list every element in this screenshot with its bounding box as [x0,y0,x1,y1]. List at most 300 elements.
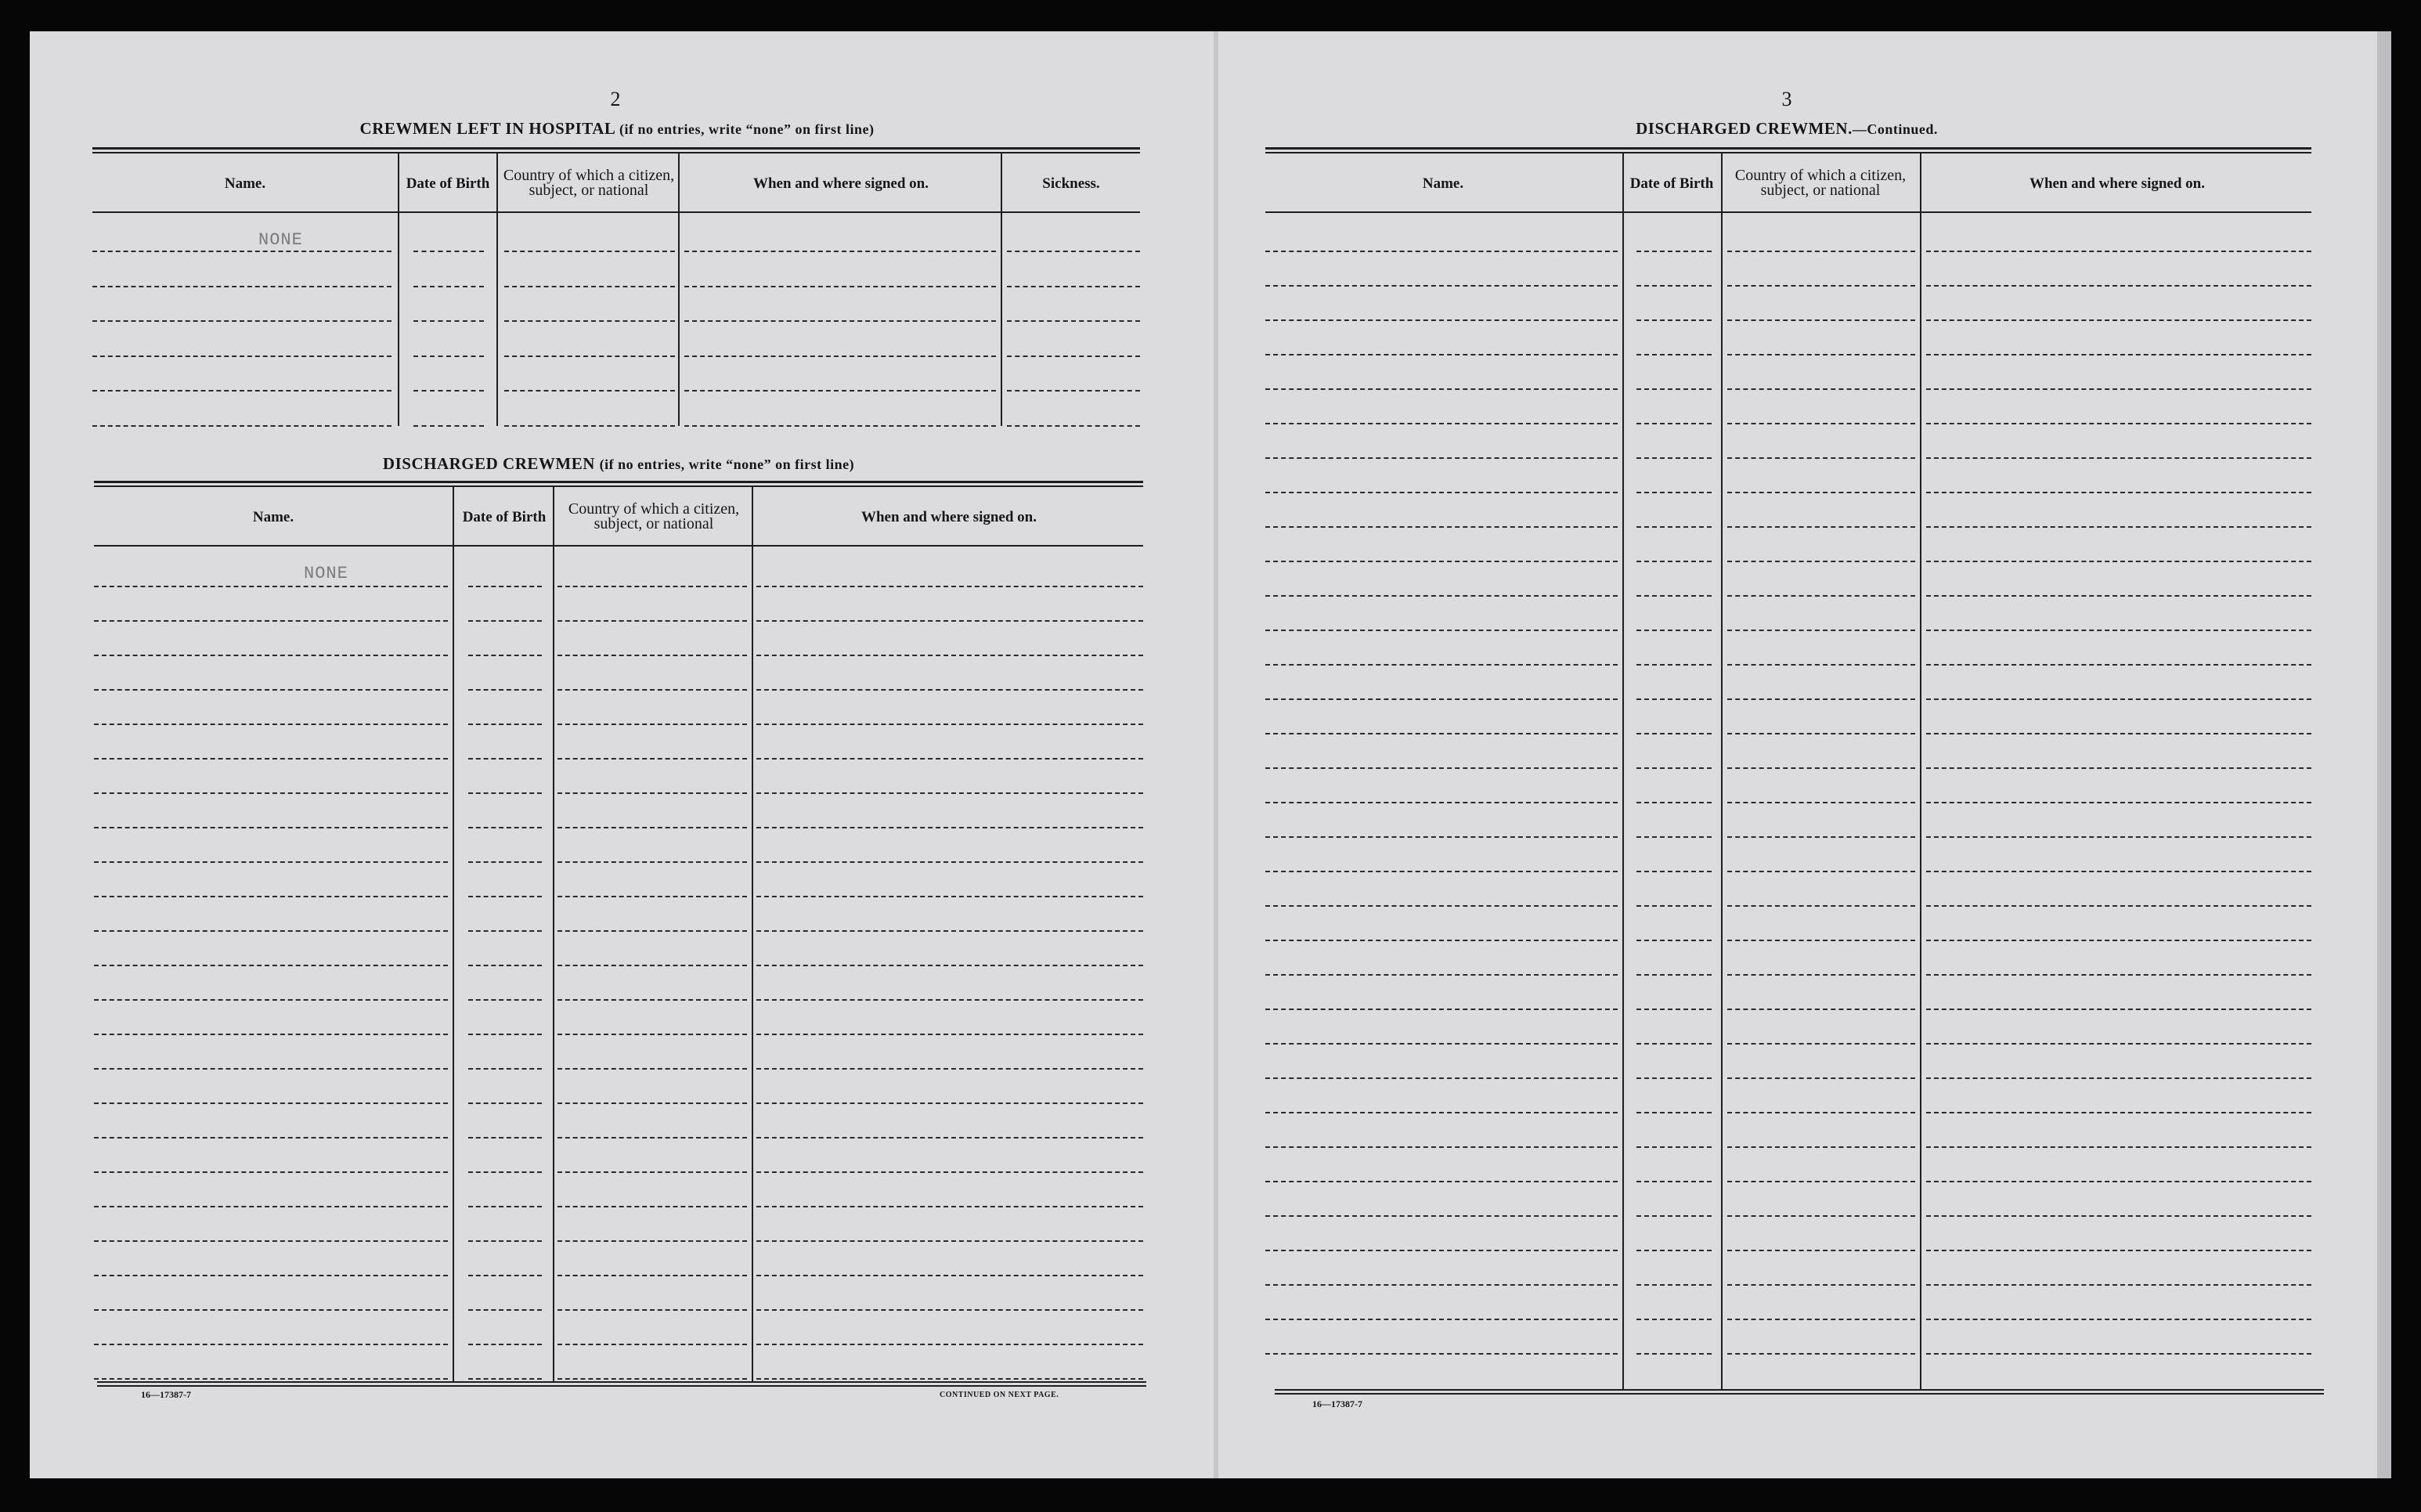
discharged-ruled-line [557,1171,747,1173]
discharged-col-name: Name. [252,508,294,525]
right-ruled-line [1727,630,1915,631]
right-ruled-line [1636,526,1712,528]
hospital-ruled-line [413,425,484,427]
right-ruled-line [1727,1077,1915,1079]
right-ruled-line [1265,1009,1618,1010]
right-ruled-line [1636,802,1712,803]
continued-note: CONTINUED ON NEXT PAGE. [940,1391,1059,1399]
hospital-ruled-line [1007,286,1140,287]
right-ruled-line [1265,767,1618,769]
discharged-ruled-line [756,1137,1143,1139]
discharged-ruled-line [468,999,542,1001]
discharged-ruled-line [468,930,542,932]
discharged-ruled-line [94,1275,448,1276]
hospital-col-name: Name. [224,175,266,192]
discharged-ruled-line [94,689,448,691]
right-ruled-line [1926,664,2311,666]
right-ruled-line [1265,319,1618,321]
discharged-ruled-line [468,758,542,760]
discharged-ruled-line [94,758,448,760]
discharged-ruled-line [94,1206,448,1207]
right-col-dob: Date of Birth [1629,175,1714,192]
right-ruled-line [1636,974,1712,976]
right-ruled-line [1636,1284,1712,1286]
discharged-ruled-line [94,999,448,1001]
right-ruled-line [1727,285,1915,287]
right-ruled-line [1926,1250,2311,1251]
right-ruled-line [1265,630,1618,631]
right-ruled-line [1265,1284,1618,1286]
discharged-ruled-line [468,896,542,897]
right-ruled-line [1926,354,2311,355]
discharged-ruled-line [756,758,1143,760]
right-ruled-line [1265,1250,1618,1251]
discharged-ruled-line [557,1137,747,1139]
discharged-col-country: Country of which a citizen, subject, or national [568,500,740,532]
discharged-ruled-line [557,758,747,760]
hospital-ruled-line [504,320,675,322]
right-ruled-line [1636,457,1712,459]
hospital-ruled-line [413,355,484,357]
right-ruled-line [1727,974,1915,976]
hospital-divider-3 [678,153,680,426]
right-ruled-line [1727,354,1915,355]
discharged-ruled-line [756,827,1143,828]
right-ruled-line [1926,319,2311,321]
discharged-ruled-line [557,1068,747,1070]
discharged-ruled-line [468,1068,542,1070]
discharged-ruled-line [756,1344,1143,1345]
right-ruled-line [1727,871,1915,872]
right-ruled-line [1727,767,1915,769]
right-ruled-line [1636,767,1712,769]
discharged-ruled-line [557,1102,747,1104]
discharged-ruled-line [468,861,542,863]
discharged-ruled-line [557,655,747,656]
left-bottom-rule [97,1381,1146,1383]
discharged-ruled-line [94,861,448,863]
discharged-ruled-line [756,1275,1143,1276]
hospital-ruled-line [92,251,391,252]
discharged-ruled-line [557,724,747,725]
discharged-ruled-line [557,1344,747,1345]
hospital-header-rule [92,211,1140,213]
right-ruled-line [1727,1284,1915,1286]
discharged-ruled-line [756,999,1143,1001]
discharged-ruled-line [94,896,448,897]
right-ruled-line [1265,492,1618,493]
right-ruled-line [1265,698,1618,700]
right-bottom-rule [1275,1389,2324,1391]
discharged-divider-2 [553,487,554,1381]
right-ruled-line [1636,388,1712,390]
hospital-ruled-line [413,390,484,392]
right-bottom-rule-2 [1275,1393,2324,1395]
right-ruled-line [1926,698,2311,700]
hospital-divider-4 [1001,153,1002,426]
right-ruled-line [1926,871,2311,872]
discharged-ruled-line [94,1102,448,1104]
discharged-ruled-line [468,792,542,794]
hospital-ruled-line [413,320,484,322]
discharged-ruled-line [94,930,448,932]
right-ruled-line [1926,1146,2311,1148]
discharged-ruled-line [94,1068,448,1070]
discharged-ruled-line [468,1240,542,1242]
right-ruled-line [1926,251,2311,252]
discharged-ruled-line [756,655,1143,656]
discharged-ruled-line [756,689,1143,691]
right-ruled-line [1265,1043,1618,1045]
page-number: 2 [610,88,621,110]
discharged-ruled-line [756,1171,1143,1173]
right-ruled-line [1636,1319,1712,1320]
hospital-table-top-rule [92,147,1140,150]
discharged-ruled-line [756,1102,1143,1104]
discharged-section-title: DISCHARGED CREWMEN (if no entries, write “none” on first line) [382,454,855,473]
discharged-ruled-line [468,1171,542,1173]
hospital-ruled-line [684,390,996,392]
right-ruled-line [1636,664,1712,666]
hospital-ruled-line [504,251,675,252]
discharged-header-rule [94,545,1143,547]
discharged-ruled-line [557,930,747,932]
right-ruled-line [1926,802,2311,803]
hospital-divider-2 [496,153,498,426]
hospital-ruled-line [684,355,996,357]
discharged-ruled-line [94,1240,448,1242]
hospital-col-country: Country of which a citizen, subject, or national [503,167,675,199]
discharged-ruled-line [557,1034,747,1035]
discharged-ruled-line [557,1378,747,1380]
right-ruled-line [1727,526,1915,528]
right-ruled-line [1926,1077,2311,1079]
discharged-ruled-line [756,792,1143,794]
hospital-ruled-line [684,320,996,322]
right-ruled-line [1727,698,1915,700]
discharged-ruled-line [756,1068,1143,1070]
discharged-col-dob: Date of Birth [462,508,547,525]
right-ruled-line [1926,974,2311,976]
right-ruled-line [1265,1146,1618,1148]
right-ruled-line [1727,1215,1915,1217]
discharged-ruled-line [557,1275,747,1276]
right-ruled-line [1636,733,1712,734]
hospital-ruled-line [684,251,996,252]
discharged-ruled-line [468,689,542,691]
discharged-ruled-line [756,1206,1143,1207]
page-edge [2377,31,2391,1478]
right-ruled-line [1265,1319,1618,1320]
right-ruled-line [1926,595,2311,597]
hospital-ruled-line [684,286,996,287]
discharged-ruled-line [468,586,542,587]
right-ruled-line [1265,1077,1618,1079]
discharged-ruled-line [557,689,747,691]
right-ruled-line [1265,526,1618,528]
left-bottom-rule-2 [97,1385,1146,1387]
right-ruled-line [1727,905,1915,907]
right-ruled-line [1265,940,1618,941]
discharged-ruled-line [468,1102,542,1104]
right-ruled-line [1727,836,1915,838]
right-ruled-line [1636,1146,1712,1148]
discharged-ruled-line [557,1240,747,1242]
left-page [30,31,1214,1478]
right-form-number: 16—17387-7 [1312,1398,1362,1409]
right-page [1218,31,2377,1478]
discharged-ruled-line [94,1309,448,1311]
hospital-ruled-line [413,251,484,252]
hospital-divider-1 [398,153,399,426]
discharged-ruled-line [94,1171,448,1173]
right-ruled-line [1636,319,1712,321]
right-ruled-line [1636,1353,1712,1355]
right-ruled-line [1926,767,2311,769]
right-ruled-line [1727,561,1915,562]
discharged-table-top-rule-2 [94,485,1143,487]
right-section-title: DISCHARGED CREWMEN.—Continued. [1636,119,1938,138]
discharged-ruled-line [94,792,448,794]
right-ruled-line [1926,1215,2311,1217]
discharged-ruled-line [756,930,1143,932]
right-divider-1 [1622,153,1624,1391]
discharged-ruled-line [468,1137,542,1139]
discharged-ruled-line [756,620,1143,622]
discharged-ruled-line [756,1309,1143,1311]
hospital-ruled-line [1007,390,1140,392]
hospital-ruled-line [1007,355,1140,357]
discharged-ruled-line [756,1378,1143,1380]
discharged-ruled-line [756,861,1143,863]
right-ruled-line [1727,802,1915,803]
right-ruled-line [1265,836,1618,838]
discharged-ruled-line [94,1034,448,1035]
discharged-ruled-line [468,1206,542,1207]
right-table-top-rule [1265,147,2311,150]
right-ruled-line [1727,595,1915,597]
discharged-ruled-line [468,1275,542,1276]
right-ruled-line [1926,836,2311,838]
right-ruled-line [1265,251,1618,252]
right-ruled-line [1636,1250,1712,1251]
right-ruled-line [1727,319,1915,321]
discharged-ruled-line [94,655,448,656]
discharged-ruled-line [756,965,1143,966]
discharged-ruled-line [468,620,542,622]
right-ruled-line [1727,1009,1915,1010]
right-ruled-line [1636,1043,1712,1045]
right-ruled-line [1636,905,1712,907]
discharged-divider-3 [752,487,753,1381]
right-ruled-line [1265,802,1618,803]
right-ruled-line [1636,1112,1712,1113]
discharged-ruled-line [756,586,1143,587]
right-ruled-line [1926,423,2311,424]
right-ruled-line [1727,1353,1915,1355]
right-ruled-line [1926,1112,2311,1113]
right-header-rule [1265,211,2311,213]
right-ruled-line [1727,1043,1915,1045]
right-ruled-line [1926,1043,2311,1045]
right-ruled-line [1727,1181,1915,1182]
discharged-ruled-line [468,655,542,656]
right-ruled-line [1265,388,1618,390]
right-ruled-line [1636,595,1712,597]
right-ruled-line [1727,1112,1915,1113]
discharged-ruled-line [557,620,747,622]
right-divider-3 [1920,153,1921,1391]
discharged-ruled-line [468,965,542,966]
discharged-col-signed-on: When and where signed on. [861,508,1037,525]
right-ruled-line [1926,526,2311,528]
discharged-ruled-line [468,724,542,725]
right-ruled-line [1265,354,1618,355]
discharged-ruled-line [94,827,448,828]
hospital-none-entry: NONE [258,230,303,250]
right-ruled-line [1636,871,1712,872]
right-ruled-line [1265,1215,1618,1217]
discharged-ruled-line [756,724,1143,725]
right-ruled-line [1636,285,1712,287]
discharged-ruled-line [468,1309,542,1311]
right-ruled-line [1265,1181,1618,1182]
right-ruled-line [1265,561,1618,562]
right-ruled-line [1926,1009,2311,1010]
right-ruled-line [1265,871,1618,872]
discharged-ruled-line [557,586,747,587]
discharged-ruled-line [756,1034,1143,1035]
right-ruled-line [1727,1319,1915,1320]
hospital-ruled-line [1007,425,1140,427]
hospital-ruled-line [92,320,391,322]
hospital-ruled-line [504,286,675,287]
right-ruled-line [1926,1181,2311,1182]
right-ruled-line [1926,905,2311,907]
hospital-ruled-line [92,425,391,427]
discharged-divider-1 [453,487,454,1381]
right-ruled-line [1926,940,2311,941]
discharged-ruled-line [557,965,747,966]
right-ruled-line [1265,664,1618,666]
right-ruled-line [1265,1353,1618,1355]
right-ruled-line [1636,492,1712,493]
discharged-ruled-line [557,861,747,863]
right-ruled-line [1926,733,2311,734]
discharged-ruled-line [94,620,448,622]
right-ruled-line [1727,664,1915,666]
right-col-country: Country of which a citizen, subject, or national [1734,167,1907,199]
right-ruled-line [1265,905,1618,907]
right-ruled-line [1727,423,1915,424]
right-ruled-line [1636,1215,1712,1217]
right-ruled-line [1727,492,1915,493]
right-ruled-line [1265,423,1618,424]
hospital-ruled-line [684,425,996,427]
hospital-ruled-line [92,390,391,392]
right-ruled-line [1636,836,1712,838]
hospital-ruled-line [504,425,675,427]
discharged-ruled-line [557,1206,747,1207]
right-col-signed-on: When and where signed on. [2029,175,2205,192]
right-ruled-line [1636,561,1712,562]
right-ruled-line [1636,630,1712,631]
right-page-number: 3 [1781,88,1792,110]
discharged-table-top-rule [94,481,1143,483]
hospital-ruled-line [413,286,484,287]
hospital-col-signed-on: When and where signed on. [752,175,929,192]
discharged-ruled-line [468,827,542,828]
discharged-ruled-line [557,896,747,897]
hospital-col-dob: Date of Birth [406,175,490,192]
right-ruled-line [1727,388,1915,390]
right-ruled-line [1926,492,2311,493]
right-ruled-line [1727,251,1915,252]
right-ruled-line [1926,285,2311,287]
discharged-ruled-line [94,724,448,725]
right-ruled-line [1636,1181,1712,1182]
discharged-ruled-line [94,1344,448,1345]
hospital-ruled-line [504,355,675,357]
right-ruled-line [1265,974,1618,976]
right-ruled-line [1727,1146,1915,1148]
discharged-ruled-line [94,965,448,966]
right-col-name: Name. [1422,175,1464,192]
discharged-ruled-line [94,1137,448,1139]
right-ruled-line [1727,733,1915,734]
right-ruled-line [1636,251,1712,252]
right-ruled-line [1727,940,1915,941]
right-ruled-line [1265,285,1618,287]
discharged-ruled-line [756,896,1143,897]
hospital-ruled-line [1007,251,1140,252]
right-ruled-line [1265,595,1618,597]
discharged-ruled-line [94,586,448,587]
right-ruled-line [1636,354,1712,355]
right-ruled-line [1265,1112,1618,1113]
right-ruled-line [1926,388,2311,390]
discharged-ruled-line [557,1309,747,1311]
discharged-ruled-line [756,1240,1143,1242]
right-ruled-line [1636,1077,1712,1079]
discharged-none-entry: NONE [304,564,348,583]
discharged-ruled-line [468,1034,542,1035]
discharged-ruled-line [557,827,747,828]
discharged-ruled-line [557,999,747,1001]
hospital-ruled-line [1007,320,1140,322]
right-ruled-line [1926,1353,2311,1355]
right-ruled-line [1636,940,1712,941]
discharged-ruled-line [557,792,747,794]
discharged-ruled-line [468,1378,542,1380]
right-ruled-line [1926,1319,2311,1320]
right-ruled-line [1926,561,2311,562]
right-ruled-line [1636,423,1712,424]
right-ruled-line [1636,698,1712,700]
right-divider-2 [1721,153,1723,1391]
hospital-ruled-line [504,390,675,392]
right-ruled-line [1926,457,2311,459]
right-ruled-line [1727,457,1915,459]
hospital-section-title: CREWMEN LEFT IN HOSPITAL (if no entries, write “none” on first line) [359,119,875,138]
right-ruled-line [1265,457,1618,459]
right-ruled-line [1636,1009,1712,1010]
hospital-ruled-line [92,355,391,357]
right-ruled-line [1265,733,1618,734]
hospital-table-top-rule-2 [92,152,1140,153]
right-ruled-line [1926,630,2311,631]
left-form-number: 16—17387-7 [141,1389,191,1400]
